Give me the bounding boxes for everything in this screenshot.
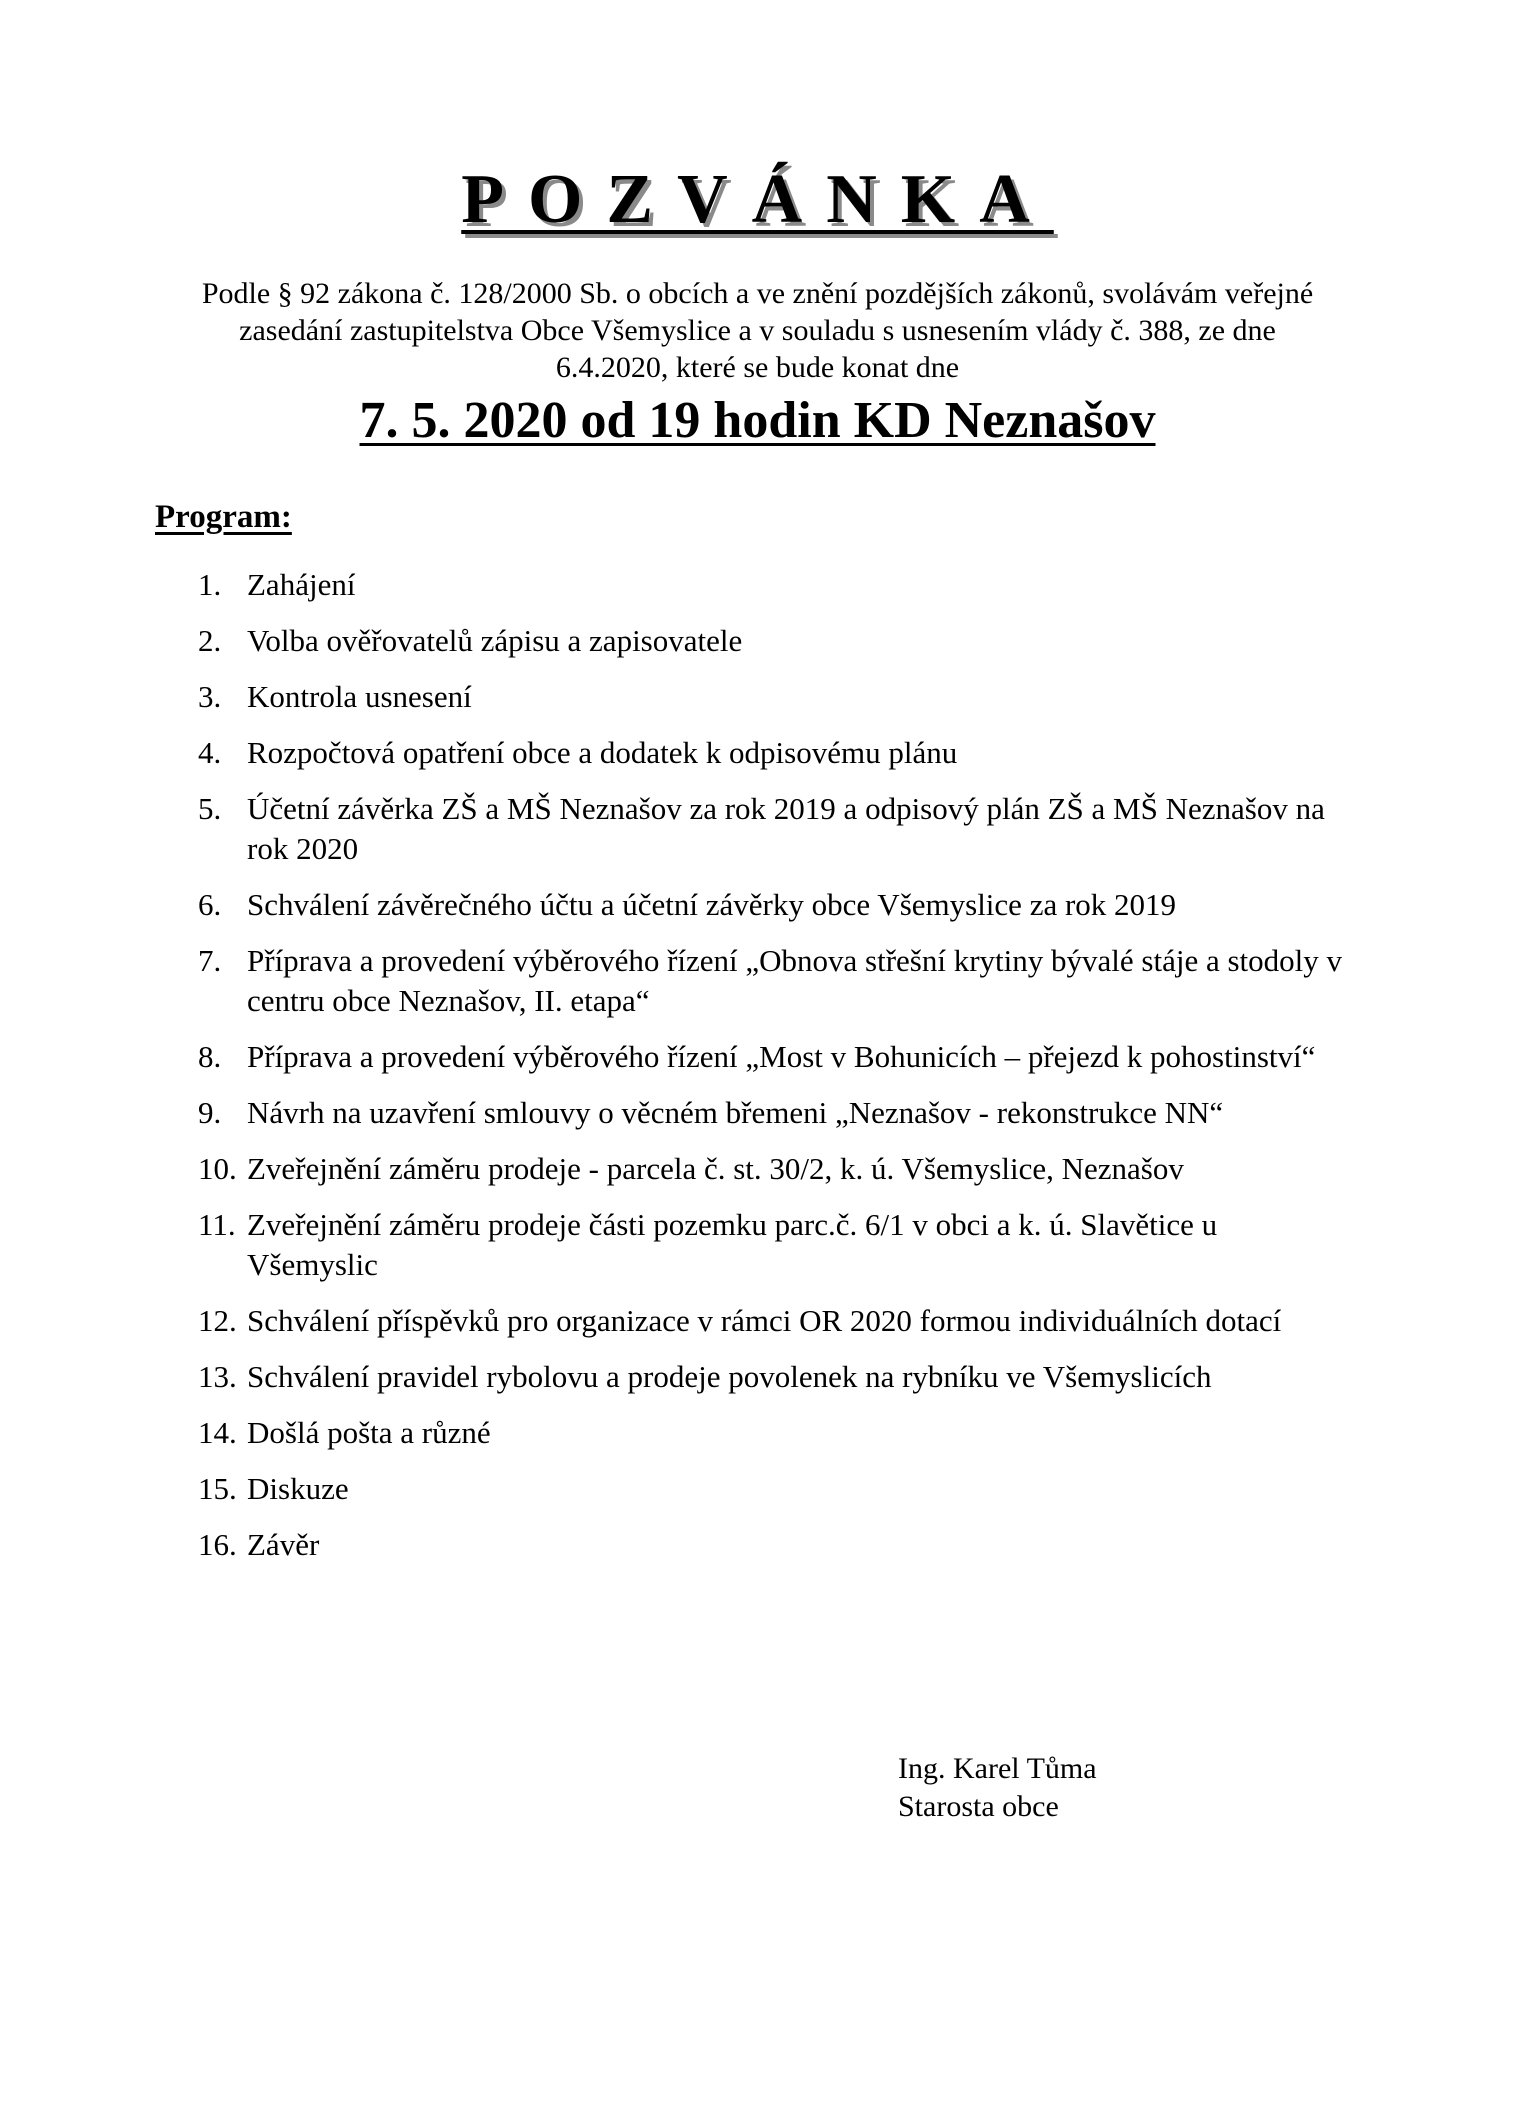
agenda-item-text: Rozpočtová opatření obce a dodatek k odpisovému plánu [247, 735, 958, 770]
agenda-item [198, 1205, 1350, 1285]
program-heading: Program: [155, 499, 292, 535]
agenda-item-number: 15. [198, 1471, 237, 1506]
agenda-item-number: 3. [198, 679, 222, 714]
agenda-item-text: Závěr [247, 1527, 320, 1562]
agenda-item-number: 6. [198, 887, 222, 922]
agenda-item-number: 7. [198, 943, 222, 978]
agenda-item [198, 677, 1350, 717]
agenda-item [198, 1093, 1350, 1133]
agenda-item-text: Diskuze [247, 1471, 349, 1506]
agenda-item-number: 16. [198, 1527, 237, 1562]
signatory-role: Starosta obce [898, 1790, 1059, 1823]
agenda-item [198, 1357, 1350, 1397]
agenda-item [198, 1301, 1350, 1341]
agenda-item [198, 1413, 1350, 1453]
signatory-name: Ing. Karel Tůma [898, 1752, 1097, 1785]
agenda-item-number: 8. [198, 1039, 222, 1074]
agenda-item [198, 621, 1350, 661]
agenda-item-text: Schválení závěrečného účtu a účetní závěrky obce Všemyslice za rok 2019 [247, 887, 1177, 922]
agenda-item-number: 11. [198, 1207, 236, 1242]
agenda-item [198, 1525, 1350, 1565]
agenda-item-text: Zahájení [247, 567, 356, 602]
agenda-item-text: Příprava a provedení výběrového řízení „Most v Bohunicích – přejezd k pohostinství“ [247, 1039, 1316, 1074]
agenda-item-number: 2. [198, 623, 222, 658]
agenda-item [198, 1149, 1350, 1189]
agenda-item [198, 789, 1350, 869]
agenda-item-number: 4. [198, 735, 222, 770]
agenda-item [198, 1469, 1350, 1509]
event-date-location: 7. 5. 2020 od 19 hodin KD Neznašov [359, 392, 1156, 449]
agenda-item [198, 565, 1350, 605]
agenda-item [198, 885, 1350, 925]
agenda-item-number: 12. [198, 1303, 237, 1338]
agenda-item [198, 733, 1350, 773]
agenda-item-text: Došlá pošta a různé [247, 1415, 491, 1450]
intro-paragraph [150, 275, 1365, 386]
agenda-item-number: 5. [198, 791, 222, 826]
agenda-list [198, 565, 1350, 1581]
agenda-item-text: Účetní závěrka ZŠ a MŠ Neznašov za rok 2019 a odpisový plán ZŠ a MŠ Neznašov na rok 2020 [247, 791, 1325, 866]
agenda-item-text: Zveřejnění záměru prodeje - parcela č. st. 30/2, k. ú. Všemyslice, Neznašov [247, 1151, 1184, 1186]
intro-line: 6.4.2020, které se bude konat dne [555, 351, 960, 384]
agenda-item-number: 10. [198, 1151, 237, 1186]
intro-line: zasedání zastupitelstva Obce Všemyslice a v souladu s usnesením vlády č. 388, ze dne [239, 314, 1276, 347]
agenda-item-number: 1. [198, 567, 222, 602]
agenda-item-text: Kontrola usnesení [247, 679, 472, 714]
agenda-item-text: Zveřejnění záměru prodeje části pozemku parc.č. 6/1 v obci a k. ú. Slavětice u Všemyslic [247, 1207, 1218, 1282]
agenda-item-text: Příprava a provedení výběrového řízení „Obnova střešní krytiny bývalé stáje a stodoly v centru obce Neznašov, II. etapa“ [247, 943, 1343, 1018]
signature-block [898, 1750, 1097, 1826]
intro-line: Podle § 92 zákona č. 128/2000 Sb. o obcích a ve znění pozdějších zákonů, svolávám veřejné [201, 277, 1314, 310]
agenda-item [198, 941, 1350, 1021]
agenda-item-text: Schválení příspěvků pro organizace v rámci OR 2020 formou individuálních dotací [247, 1303, 1282, 1338]
agenda-item-text: Volba ověřovatelů zápisu a zapisovatele [247, 623, 743, 658]
agenda-item-text: Schválení pravidel rybolovu a prodeje povolenek na rybníku ve Všemyslicích [247, 1359, 1212, 1394]
agenda-item-number: 14. [198, 1415, 237, 1450]
agenda-item [198, 1037, 1350, 1077]
agenda-item-text: Návrh na uzavření smlouvy o věcném břemeni „Neznašov - rekonstrukce NN“ [247, 1095, 1224, 1130]
document-title: POZVÁNKA [461, 161, 1054, 238]
agenda-item-number: 13. [198, 1359, 237, 1394]
agenda-item-number: 9. [198, 1095, 222, 1130]
